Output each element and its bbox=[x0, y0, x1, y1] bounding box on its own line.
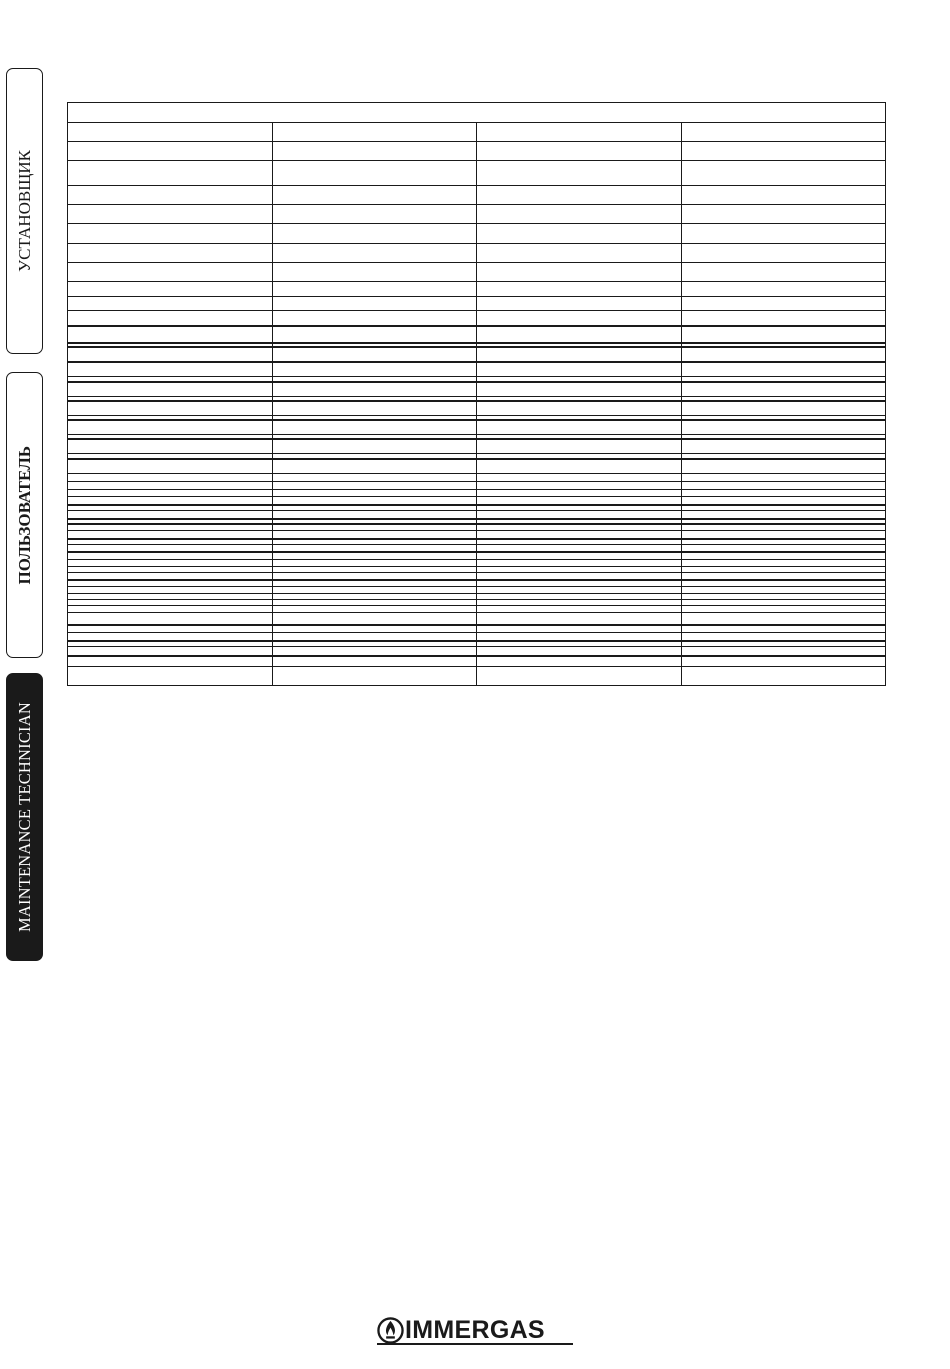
table-cell bbox=[477, 511, 682, 519]
table-row bbox=[68, 186, 886, 205]
table-cell bbox=[681, 587, 886, 594]
logo-underline bbox=[377, 1343, 573, 1345]
table-cell bbox=[68, 186, 273, 205]
table-cell bbox=[477, 560, 682, 567]
table-cell bbox=[68, 633, 273, 641]
table-row bbox=[68, 531, 886, 539]
table-cell bbox=[681, 297, 886, 311]
table-cell bbox=[68, 511, 273, 519]
table-cell bbox=[477, 459, 682, 474]
table-cell bbox=[68, 606, 273, 613]
table-cell bbox=[681, 362, 886, 377]
table-cell bbox=[272, 205, 477, 224]
table-row bbox=[68, 459, 886, 474]
table-cell bbox=[68, 401, 273, 416]
table-cell bbox=[272, 656, 477, 667]
table-cell bbox=[681, 123, 886, 142]
table-row bbox=[68, 580, 886, 587]
table-cell bbox=[681, 420, 886, 435]
immergas-logo bbox=[377, 1315, 545, 1345]
table-row bbox=[68, 161, 886, 186]
table-cell bbox=[272, 633, 477, 641]
table-cell bbox=[68, 531, 273, 539]
table-cell bbox=[272, 244, 477, 263]
table-cell bbox=[272, 297, 477, 311]
table-cell bbox=[272, 560, 477, 567]
table-cell bbox=[272, 524, 477, 531]
table-cell bbox=[68, 459, 273, 474]
table-cell bbox=[272, 439, 477, 454]
table-cell bbox=[272, 224, 477, 244]
table-cell bbox=[68, 524, 273, 531]
table-cell bbox=[477, 613, 682, 625]
table-cell bbox=[68, 282, 273, 297]
table-cell bbox=[681, 439, 886, 454]
table-cell bbox=[477, 587, 682, 594]
table-cell bbox=[272, 161, 477, 186]
brand-name: IMMERGAS bbox=[405, 1315, 545, 1344]
table-row bbox=[68, 560, 886, 567]
tab-maintenance-technician-label: MAINTENANCE TECHNICIAN bbox=[14, 701, 34, 933]
table-cell bbox=[681, 606, 886, 613]
table-cell bbox=[681, 347, 886, 362]
tab-user-label: ПОЛЬЗОВАТЕЛЬ bbox=[14, 445, 34, 585]
table-cell bbox=[272, 647, 477, 656]
table-cell bbox=[68, 482, 273, 490]
table-cell bbox=[68, 382, 273, 397]
table-row bbox=[68, 263, 886, 282]
table-row bbox=[68, 482, 886, 490]
table-cell bbox=[68, 263, 273, 282]
table-row bbox=[68, 224, 886, 244]
table-row bbox=[68, 142, 886, 161]
table-cell bbox=[681, 647, 886, 656]
table-cell bbox=[68, 552, 273, 560]
tab-maintenance-technician[interactable] bbox=[6, 673, 43, 961]
table-cell bbox=[272, 497, 477, 505]
table-cell bbox=[272, 282, 477, 297]
table-row bbox=[68, 401, 886, 416]
table-cell bbox=[681, 382, 886, 397]
table-cell bbox=[681, 161, 886, 186]
table-row bbox=[68, 606, 886, 613]
table-cell bbox=[477, 552, 682, 560]
table-cell bbox=[272, 625, 477, 633]
table-cell bbox=[272, 420, 477, 435]
table-cell bbox=[681, 633, 886, 641]
table-row bbox=[68, 326, 886, 343]
table-cell bbox=[272, 606, 477, 613]
tab-installer[interactable] bbox=[6, 68, 43, 354]
table-cell bbox=[272, 511, 477, 519]
table-cell bbox=[68, 244, 273, 263]
table-cell bbox=[681, 326, 886, 343]
table-cell bbox=[477, 656, 682, 667]
table-cell bbox=[68, 667, 273, 686]
table-cell bbox=[68, 326, 273, 343]
table-row bbox=[68, 587, 886, 594]
table-cell bbox=[477, 311, 682, 326]
table-row bbox=[68, 511, 886, 519]
table-cell bbox=[681, 545, 886, 552]
table-cell bbox=[68, 573, 273, 580]
table-cell bbox=[477, 606, 682, 613]
table-cell bbox=[68, 161, 273, 186]
table-cell bbox=[477, 524, 682, 531]
table-cell bbox=[477, 439, 682, 454]
table-cell bbox=[272, 552, 477, 560]
table-cell bbox=[477, 142, 682, 161]
table-cell bbox=[477, 123, 682, 142]
table-cell bbox=[681, 490, 886, 497]
table-cell bbox=[477, 625, 682, 633]
table-cell bbox=[68, 347, 273, 362]
table-cell bbox=[272, 311, 477, 326]
table-cell bbox=[68, 439, 273, 454]
table-cell bbox=[272, 587, 477, 594]
table-cell bbox=[68, 362, 273, 377]
table-cell bbox=[272, 580, 477, 587]
table-row bbox=[68, 545, 886, 552]
table-row bbox=[68, 297, 886, 311]
tab-user[interactable] bbox=[6, 372, 43, 658]
table-cell bbox=[681, 552, 886, 560]
table-cell bbox=[477, 573, 682, 580]
table-row bbox=[68, 647, 886, 656]
table-cell bbox=[272, 326, 477, 343]
table-cell bbox=[477, 474, 682, 482]
table-cell bbox=[681, 511, 886, 519]
table-row bbox=[68, 625, 886, 633]
table-row bbox=[68, 439, 886, 454]
table-cell bbox=[477, 647, 682, 656]
table-cell bbox=[477, 362, 682, 377]
table-cell bbox=[68, 613, 273, 625]
table-row bbox=[68, 474, 886, 482]
table-cell bbox=[68, 311, 273, 326]
table-cell bbox=[681, 656, 886, 667]
table-cell bbox=[477, 382, 682, 397]
table-cell bbox=[272, 459, 477, 474]
table-row bbox=[68, 524, 886, 531]
table-cell bbox=[272, 382, 477, 397]
table-cell bbox=[681, 263, 886, 282]
table-cell bbox=[68, 490, 273, 497]
table-cell bbox=[477, 633, 682, 641]
table-cell bbox=[68, 560, 273, 567]
table-cell bbox=[477, 490, 682, 497]
table-row bbox=[68, 490, 886, 497]
table-cell bbox=[681, 573, 886, 580]
table-cell bbox=[272, 123, 477, 142]
table-cell bbox=[68, 205, 273, 224]
table-row bbox=[68, 633, 886, 641]
table-cell bbox=[68, 656, 273, 667]
table-cell bbox=[68, 297, 273, 311]
table-cell bbox=[477, 282, 682, 297]
table-cell bbox=[272, 531, 477, 539]
table-cell bbox=[272, 545, 477, 552]
table-row bbox=[68, 282, 886, 297]
table-cell bbox=[477, 161, 682, 186]
table-cell bbox=[68, 420, 273, 435]
table-cell bbox=[68, 142, 273, 161]
table-row bbox=[68, 244, 886, 263]
table-cell bbox=[681, 497, 886, 505]
table-cell bbox=[681, 205, 886, 224]
table-cell bbox=[681, 625, 886, 633]
table-row bbox=[68, 552, 886, 560]
table-title-row bbox=[68, 103, 886, 123]
table-cell bbox=[477, 244, 682, 263]
table-cell bbox=[681, 580, 886, 587]
table-cell bbox=[477, 401, 682, 416]
table-row bbox=[68, 382, 886, 397]
table-cell bbox=[681, 311, 886, 326]
table-cell bbox=[272, 142, 477, 161]
table-cell bbox=[681, 482, 886, 490]
table-cell bbox=[477, 497, 682, 505]
table-row bbox=[68, 573, 886, 580]
table-cell bbox=[477, 297, 682, 311]
flame-logo-icon bbox=[377, 1317, 404, 1344]
table-cell bbox=[681, 282, 886, 297]
table-cell bbox=[68, 580, 273, 587]
table-cell bbox=[68, 625, 273, 633]
table-cell bbox=[68, 587, 273, 594]
table-row bbox=[68, 420, 886, 435]
table-cell bbox=[68, 123, 273, 142]
table-cell bbox=[681, 613, 886, 625]
table-cell bbox=[477, 420, 682, 435]
table-cell bbox=[68, 545, 273, 552]
table-cell bbox=[681, 524, 886, 531]
table-cell bbox=[272, 482, 477, 490]
table-cell bbox=[272, 667, 477, 686]
table-row bbox=[68, 656, 886, 667]
table-cell bbox=[477, 263, 682, 282]
table-cell bbox=[272, 263, 477, 282]
table-cell bbox=[68, 224, 273, 244]
table-cell bbox=[681, 474, 886, 482]
table-cell bbox=[272, 347, 477, 362]
table-cell bbox=[681, 459, 886, 474]
table-cell bbox=[681, 667, 886, 686]
table-cell bbox=[272, 573, 477, 580]
table-cell bbox=[272, 186, 477, 205]
table-cell bbox=[477, 326, 682, 343]
table-cell bbox=[272, 362, 477, 377]
table-cell bbox=[68, 474, 273, 482]
table-row bbox=[68, 362, 886, 377]
table-cell bbox=[477, 531, 682, 539]
table-row bbox=[68, 347, 886, 362]
table-row bbox=[68, 311, 886, 326]
table-cell bbox=[477, 205, 682, 224]
tab-installer-label: УСТАНОВЩИК bbox=[14, 150, 34, 272]
table-cell bbox=[681, 244, 886, 263]
table-cell bbox=[68, 647, 273, 656]
table-row bbox=[68, 667, 886, 686]
table-cell bbox=[477, 186, 682, 205]
table-cell bbox=[681, 560, 886, 567]
table-title-cell bbox=[68, 103, 886, 123]
table-cell bbox=[272, 490, 477, 497]
table-cell bbox=[68, 497, 273, 505]
table-row bbox=[68, 123, 886, 142]
table-cell bbox=[681, 401, 886, 416]
technical-data-table bbox=[67, 102, 886, 686]
table-cell bbox=[681, 142, 886, 161]
table-cell bbox=[272, 474, 477, 482]
table-row bbox=[68, 205, 886, 224]
table-cell bbox=[272, 613, 477, 625]
table-cell bbox=[477, 347, 682, 362]
table-cell bbox=[477, 545, 682, 552]
table-cell bbox=[477, 580, 682, 587]
table-cell bbox=[681, 186, 886, 205]
table-cell bbox=[681, 224, 886, 244]
table-cell bbox=[477, 482, 682, 490]
table-row bbox=[68, 497, 886, 505]
table-cell bbox=[272, 401, 477, 416]
table-cell bbox=[477, 667, 682, 686]
table-cell bbox=[477, 224, 682, 244]
table-row bbox=[68, 613, 886, 625]
table-cell bbox=[681, 531, 886, 539]
